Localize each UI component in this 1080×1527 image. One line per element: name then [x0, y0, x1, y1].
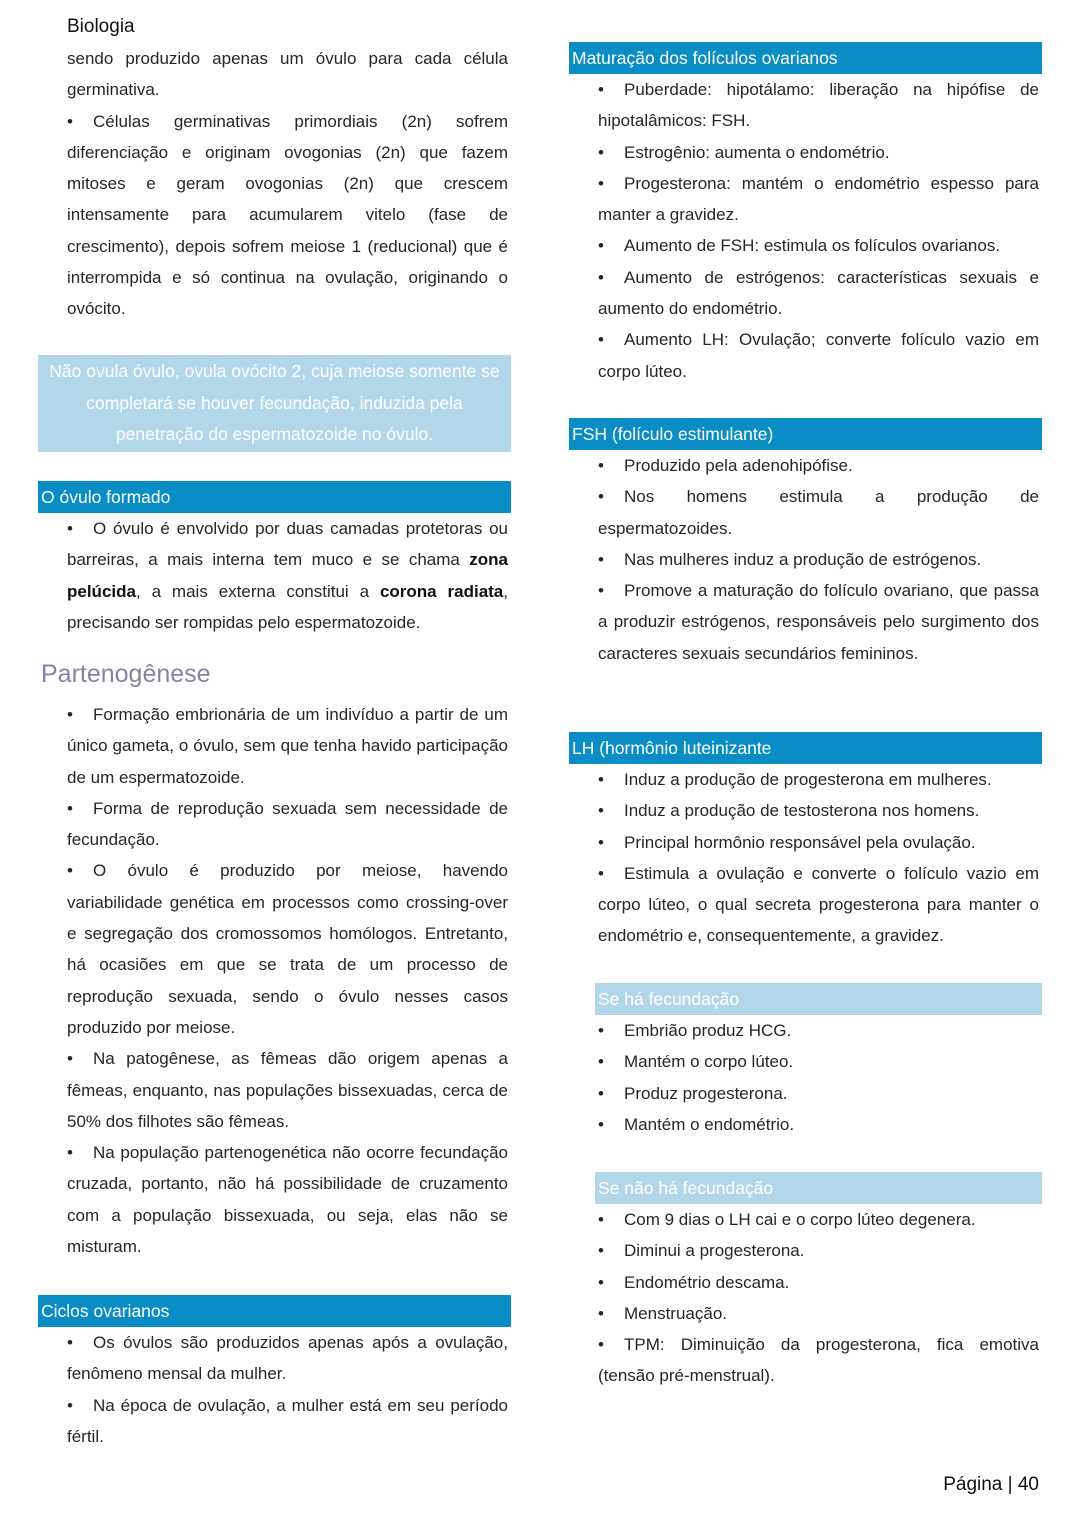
bullet-icon: • — [598, 581, 604, 601]
bullet-icon: • — [598, 173, 604, 193]
list-item: • Os óvulos são produzidos apenas após a ovulação, fenômeno mensal da mulher. — [38, 1327, 511, 1390]
bullet-icon: • — [598, 1052, 604, 1072]
section-header-com-fecundacao: Se há fecundação — [595, 983, 1042, 1015]
term-zona-pelucida: zona pelúcida — [67, 550, 508, 601]
bullet-icon: • — [598, 1241, 604, 1261]
bullet-icon: • — [67, 519, 73, 538]
intro-continuation: sendo produzido apenas um óvulo para cada célula germinativa. — [67, 49, 508, 100]
list-item: • O óvulo é envolvido por duas camadas protetoras ou barreiras, a mais interna tem muco e se chama zona pelúcida, a mais externa constitui a corona radiata, precisando ser rompidas pelo espermatozoide. — [38, 513, 511, 638]
bullet-icon: • — [598, 267, 604, 287]
intro-bullet: • Células germinativas primordiais (2n) sofrem diferenciação e originam ovogonias (2n) que fazem mitoses e geram ovogonias (2n) que crescem intensamente para acumularem vitelo (fase de crescimento), depois sofrem meiose 1 (reducional) que é interrompida e só continua na ovulação, originando o ovócito. — [38, 106, 511, 325]
bullet-icon: • — [67, 861, 73, 881]
bullet-icon: • — [598, 770, 604, 789]
term-corona-radiata: corona radiata — [379, 581, 504, 601]
list-item: • Formação embrionária de um indivíduo a partir de um único gameta, o óvulo, sem que tenha havido participação de um espermatozoide. — [38, 699, 511, 793]
bullet-icon: • — [598, 1335, 604, 1355]
bullet-icon: • — [598, 142, 604, 162]
section-header-maturacao: Maturação dos folículos ovarianos — [569, 42, 1042, 74]
bullet-icon: • — [598, 801, 604, 821]
bullet-icon: • — [598, 80, 604, 99]
list-item: • Aumento de estrógenos: características sexuais e aumento do endométrio. — [569, 262, 1042, 325]
list-item: • Endométrio descama. — [569, 1267, 1042, 1298]
list-item: • Estrogênio: aumenta o endométrio. — [569, 137, 1042, 168]
list-item: • Induz a produção de testosterona nos homens. — [569, 795, 1042, 826]
list-item: • Estimula a ovulação e converte o folículo vazio em corpo lúteo, o qual secreta progesterona para manter o endométrio e, consequentemente, a gravidez. — [569, 858, 1042, 952]
list-item: • Promove a maturação do folículo ovariano, que passa a produzir estrógenos, responsáveis pelo surgimento dos caracteres sexuais secundários femininos. — [569, 575, 1042, 669]
page-number: Página | 40 — [943, 1474, 1039, 1495]
bullet-icon: • — [598, 1083, 604, 1103]
list-item: • Nos homens estimula a produção de espermatozoides. — [569, 481, 1042, 544]
bullet-icon: • — [67, 1333, 73, 1352]
bullet-icon: • — [598, 456, 604, 475]
list-item: • Na população partenogenética não ocorre fecundação cruzada, portanto, não há possibilidade de cruzamento com a população bissexuada, ou seja, elas não se misturam. — [38, 1137, 511, 1262]
section-header-ovulo-formado: O óvulo formado — [38, 481, 511, 513]
bullet-icon: • — [67, 1049, 73, 1069]
bullet-icon: • — [598, 1272, 604, 1292]
bullet-icon: • — [598, 1021, 604, 1040]
bullet-icon: • — [67, 1143, 73, 1163]
section-title-partenogenese: Partenogênese — [41, 660, 211, 688]
bullet-icon: • — [598, 1114, 604, 1134]
list-item: • Mantém o corpo lúteo. — [569, 1046, 1042, 1077]
list-item: • Na época de ovulação, a mulher está em seu período fértil. — [38, 1390, 511, 1453]
list-item: • Forma de reprodução sexuada sem necessidade de fecundação. — [38, 793, 511, 856]
bullet-icon: • — [598, 487, 604, 507]
bullet-icon: • — [598, 330, 604, 350]
section-header-fsh: FSH (folículo estimulante) — [569, 418, 1042, 450]
list-item: • Mantém o endométrio. — [569, 1109, 1042, 1140]
section-header-ciclos-ovarianos: Ciclos ovarianos — [38, 1295, 511, 1327]
list-item: • Puberdade: hipotálamo: liberação na hipófise de hipotalâmicos: FSH. — [569, 74, 1042, 137]
list-item: • Com 9 dias o LH cai e o corpo lúteo degenera. — [569, 1204, 1042, 1235]
list-item: • Produzido pela adenohipófise. — [569, 450, 1042, 481]
bullet-icon: • — [598, 832, 604, 852]
list-item: • Induz a produção de progesterona em mulheres. — [569, 764, 1042, 795]
bullet-icon: • — [67, 705, 73, 724]
list-item: • Principal hormônio responsável pela ovulação. — [569, 827, 1042, 858]
bullet-icon: • — [67, 798, 73, 818]
page-header: Biologia — [67, 16, 135, 37]
bullet-icon: • — [598, 236, 604, 256]
bullet-icon: • — [598, 1210, 604, 1229]
list-item: • O óvulo é produzido por meiose, havendo variabilidade genética em processos como crossing-over e segregação dos cromossomos homólogos. Entretanto, há ocasiões em que se trata de um processo de reprodução sexuada, sendo o óvulo nesses casos produzido por meiose. — [38, 855, 511, 1043]
list-item: • Produz progesterona. — [569, 1078, 1042, 1109]
section-header-lh: LH (hormônio luteinizante — [569, 732, 1042, 764]
list-item: • Aumento de FSH: estimula os folículos ovarianos. — [569, 230, 1042, 261]
list-item: • Na patogênese, as fêmeas dão origem apenas a fêmeas, enquanto, nas populações bissexuadas, cerca de 50% dos filhotes são fêmeas. — [38, 1043, 511, 1137]
section-header-sem-fecundacao: Se não há fecundação — [595, 1172, 1042, 1204]
list-item: • TPM: Diminuição da progesterona, fica emotiva (tensão pré-menstrual). — [569, 1329, 1042, 1392]
bullet-icon: • — [67, 1395, 73, 1415]
callout-box — [38, 355, 511, 452]
callout-text: Não ovula óvulo, ovula ovócito 2, cuja meiose somente se completará se houver fecundação, induzida pela penetração do espermatozoide no óvulo. — [49, 361, 500, 444]
bullet-icon: • — [67, 111, 73, 131]
bullet-icon: • — [598, 1303, 604, 1323]
list-item: • Embrião produz HCG. — [569, 1015, 1042, 1046]
bullet-icon: • — [598, 549, 604, 569]
list-item: • Diminui a progesterona. — [569, 1235, 1042, 1266]
bullet-icon: • — [598, 863, 604, 883]
list-item: • Progesterona: mantém o endométrio espesso para manter a gravidez. — [569, 168, 1042, 231]
list-item: • Aumento LH: Ovulação; converte folículo vazio em corpo lúteo. — [569, 324, 1042, 387]
list-item: • Nas mulheres induz a produção de estrógenos. — [569, 544, 1042, 575]
list-item: • Menstruação. — [569, 1298, 1042, 1329]
